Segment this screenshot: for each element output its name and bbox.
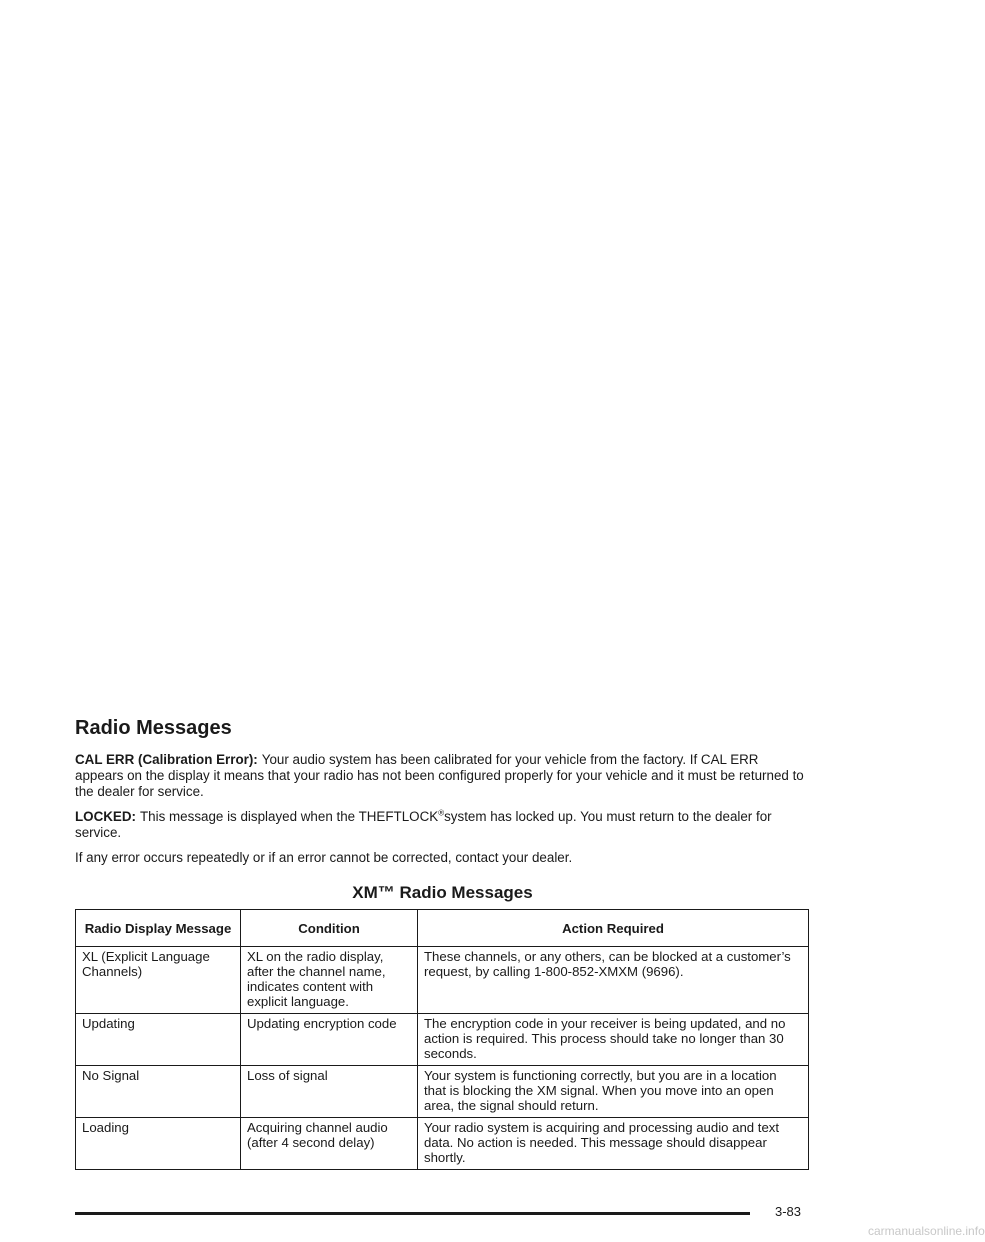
watermark: carmanualsonline.info — [868, 1224, 985, 1238]
locked-text-after: system has locked up. You must return to the dealer for service. — [75, 809, 772, 840]
locked-text-before: This message is displayed when the THEFTLOCK — [140, 809, 439, 824]
row-message: No Signal — [76, 1066, 241, 1118]
row-message: Updating — [76, 1014, 241, 1066]
footer-rule — [75, 1212, 750, 1215]
cal-err-lead: CAL ERR (Calibration Error): — [75, 752, 258, 767]
xm-messages-table — [75, 909, 809, 1170]
row-condition: XL on the radio display, after the channel name, indicates content with explicit language. — [241, 947, 418, 1014]
header-message: Radio Display Message — [76, 910, 241, 947]
table-header-row — [76, 910, 809, 947]
table-row — [76, 1066, 809, 1118]
row-message: Loading — [76, 1118, 241, 1170]
table-title: XM™ Radio Messages — [352, 883, 533, 902]
table-row — [76, 1118, 809, 1170]
radio-messages-section — [75, 716, 810, 1170]
row-message: XL (Explicit Language Channels) — [76, 947, 241, 1014]
section-title: Radio Messages — [75, 717, 232, 739]
row-condition: Updating encryption code — [241, 1014, 418, 1066]
row-condition: Loss of signal — [241, 1066, 418, 1118]
row-action: The encryption code in your receiver is being updated, and no action is required. This process should take no longer than 30 seconds. — [418, 1014, 809, 1066]
header-condition: Condition — [241, 910, 418, 947]
cal-err-text: Your audio system has been calibrated for your vehicle from the factory. If CAL ERR appears on the display it means that your radio has not been configured properly for your vehicle and it must be returned to the dealer for service. — [75, 752, 804, 799]
locked-paragraph — [75, 809, 810, 841]
row-action: These channels, or any others, can be blocked at a customer’s request, by calling 1-800-852-XMXM (9696). — [418, 947, 809, 1014]
page-number: 3-83 — [775, 1204, 802, 1219]
header-action: Action Required — [418, 910, 809, 947]
cal-err-paragraph — [75, 752, 810, 800]
table-row — [76, 1014, 809, 1066]
error-paragraph: If any error occurs repeatedly or if an error cannot be corrected, contact your dealer. — [75, 850, 573, 865]
row-action: Your system is functioning correctly, but you are in a location that is blocking the XM signal. When you move into an open area, the signal should return. — [418, 1066, 809, 1118]
row-condition: Acquiring channel audio (after 4 second delay) — [241, 1118, 418, 1170]
row-action: Your radio system is acquiring and processing audio and text data. No action is needed. This message should disappear shortly. — [418, 1118, 809, 1170]
registered-mark: ® — [438, 808, 445, 818]
locked-lead: LOCKED: — [75, 809, 136, 824]
table-row — [76, 947, 809, 1014]
